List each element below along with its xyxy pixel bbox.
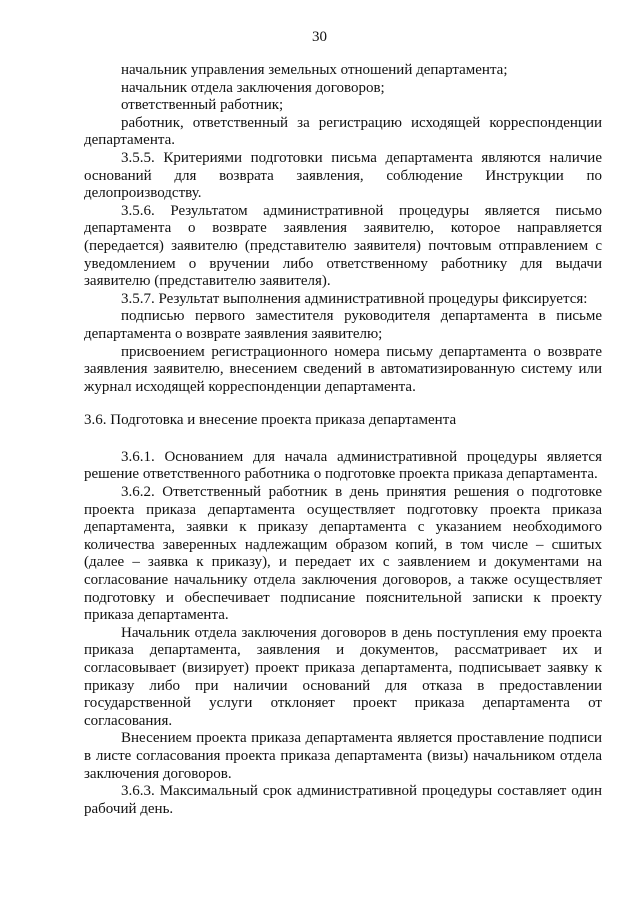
paragraph: начальник управления земельных отношений департамента; [121,62,508,78]
page-number: 30 [312,29,327,45]
paragraph: работник, ответственный за регистрацию исходящей корреспонденции департамента. [84,114,602,149]
paragraph: 3.6.2. Ответственный работник в день принятия решения о подготовке проекта приказа департамента осуществляет подготовку проекта приказа департамента, заявки к приказу департамента с указанием необходимого количества заверенных надлежащим образом копий, в том числе – сшитых (далее – заявка к приказу), и передает их с заявлением и документами на согласование начальнику отдела заключения договоров, а также осуществляет подготовку и обеспечивает подписание пояснительной записки к проекту приказа департамента. [84,484,602,624]
paragraph: Внесением проекта приказа департамента является проставление подписи в листе согласования проекта приказа департамента (визы) начальником отдела заключения договоров. [84,730,602,782]
paragraph: присвоением регистрационного номера письму департамента о возврате заявления заявителю, внесением сведений в автоматизированную систему или журнал исходящей корреспонденции департамента. [84,343,602,395]
paragraph: 3.5.7. Результат выполнения административной процедуры фиксируется: [121,290,588,307]
section-heading: 3.6. Подготовка и внесение проекта приказа департамента [84,412,457,429]
paragraph: 3.6.3. Максимальный срок административной процедуры составляет один рабочий день. [84,783,602,817]
paragraph: подписью первого заместителя руководителя департамента в письме департамента о возврате заявления заявителю; [84,308,602,342]
paragraph: 3.5.6. Результатом административной процедуры является письмо департамента о возврате заявления заявителю, которое направляется (передается) заявителю (представителю заявителя) почтовым отправлением с уведомлением о вручении либо ответственному работнику для выдачи заявителю (представителю заявителя). [84,202,602,290]
paragraph: 3.5.5. Критериями подготовки письма департамента являются наличие оснований для возврата заявления, соблюдение Инструкции по делопроизводству. [84,149,602,202]
paragraph: 3.6.1. Основанием для начала административной процедуры является решение ответственного работника о подготовке проекта приказа департамента. [84,448,602,483]
paragraph: ответственный работник; [121,97,284,114]
paragraph: Начальник отдела заключения договоров в день поступления ему проекта приказа департамента, заявления и документов, рассматривает их и согласовывает (визирует) проект приказа департамента, подписывает заявку к приказу либо при наличии оснований для отказа в предоставлении государственной услуги отклоняет проект приказа департамента от согласования. [84,624,602,729]
document-body [84,62,602,818]
paragraph: начальник отдела заключения договоров; [121,79,385,96]
